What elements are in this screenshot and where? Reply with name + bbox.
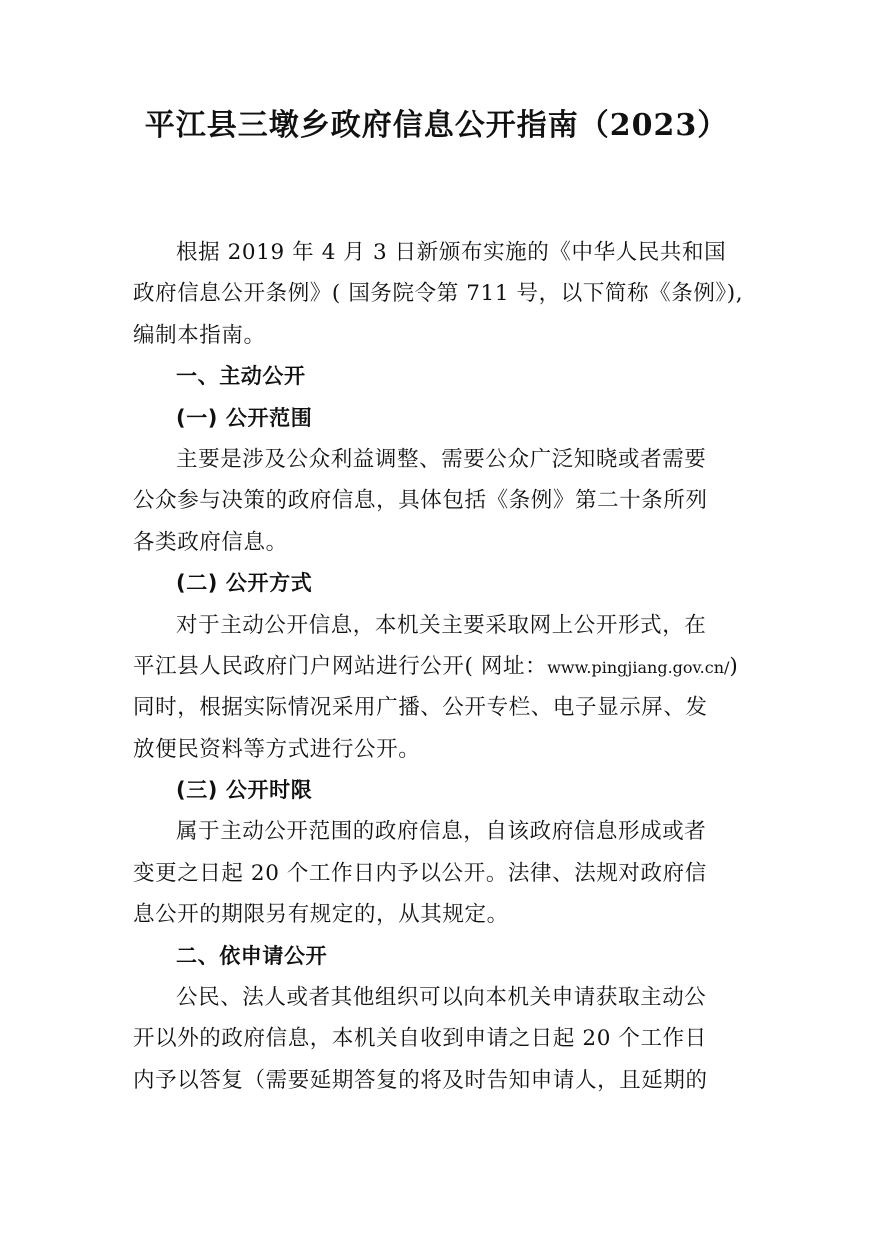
- website-url: www.pingjiang.gov.cn/: [547, 657, 730, 677]
- method-url-line: [133, 646, 753, 687]
- application-line-3: 内予以答复（需要延期答复的将及时告知申请人，且延期的: [133, 1067, 708, 1093]
- method-line-3: 放便民资料等方式进行公开。: [133, 736, 421, 762]
- application-line-1: 公民、法人或者其他组织可以向本机关申请获取主动公: [176, 985, 707, 1011]
- scope-line-1: 主要是涉及公众利益调整、需要公众广泛知晓或者需要: [176, 446, 707, 472]
- timeframe-line-2: 变更之日起 20 个工作日内予以公开。法律、法规对政府信: [133, 860, 707, 886]
- intro-line-2: 政府信息公开条例》( 国务院令第 711 号，以下简称《条例》),: [133, 281, 744, 307]
- intro-line-3: 编制本指南。: [133, 322, 266, 348]
- timeframe-line-1: 属于主动公开范围的政府信息，自该政府信息形成或者: [176, 819, 707, 845]
- scope-line-2: 公众参与决策的政府信息，具体包括《条例》第二十条所列: [133, 488, 708, 514]
- subheading-disclosure-method: (二) 公开方式: [176, 571, 313, 596]
- section-heading-active-disclosure: 一、主动公开: [176, 364, 306, 389]
- section-heading-application-disclosure: 二、依申请公开: [176, 943, 328, 968]
- document-body: [133, 232, 753, 1101]
- timeframe-line-3: 息公开的期限另有规定的，从其规定。: [133, 902, 509, 928]
- method-line-1: 对于主动公开信息，本机关主要采取网上公开形式，在: [176, 612, 707, 638]
- scope-line-3: 各类政府信息。: [133, 529, 288, 555]
- subheading-disclosure-scope: (一) 公开范围: [176, 405, 313, 430]
- application-line-2: 开以外的政府信息，本机关自收到申请之日起 20 个工作日: [133, 1026, 707, 1052]
- method-url-prefix: 平江县人民政府门户网站进行公开( 网址：: [133, 653, 548, 679]
- document-title: 平江县三墩乡政府信息公开指南（2023）: [144, 108, 729, 143]
- method-line-2: 同时，根据实际情况采用广播、公开专栏、电子显示屏、发: [133, 695, 708, 721]
- subheading-disclosure-timeframe: (三) 公开时限: [176, 778, 313, 803]
- method-url-suffix: ): [729, 653, 739, 679]
- intro-line-1: 根据 2019 年 4 月 3 日新颁布实施的《中华人民共和国: [176, 240, 727, 265]
